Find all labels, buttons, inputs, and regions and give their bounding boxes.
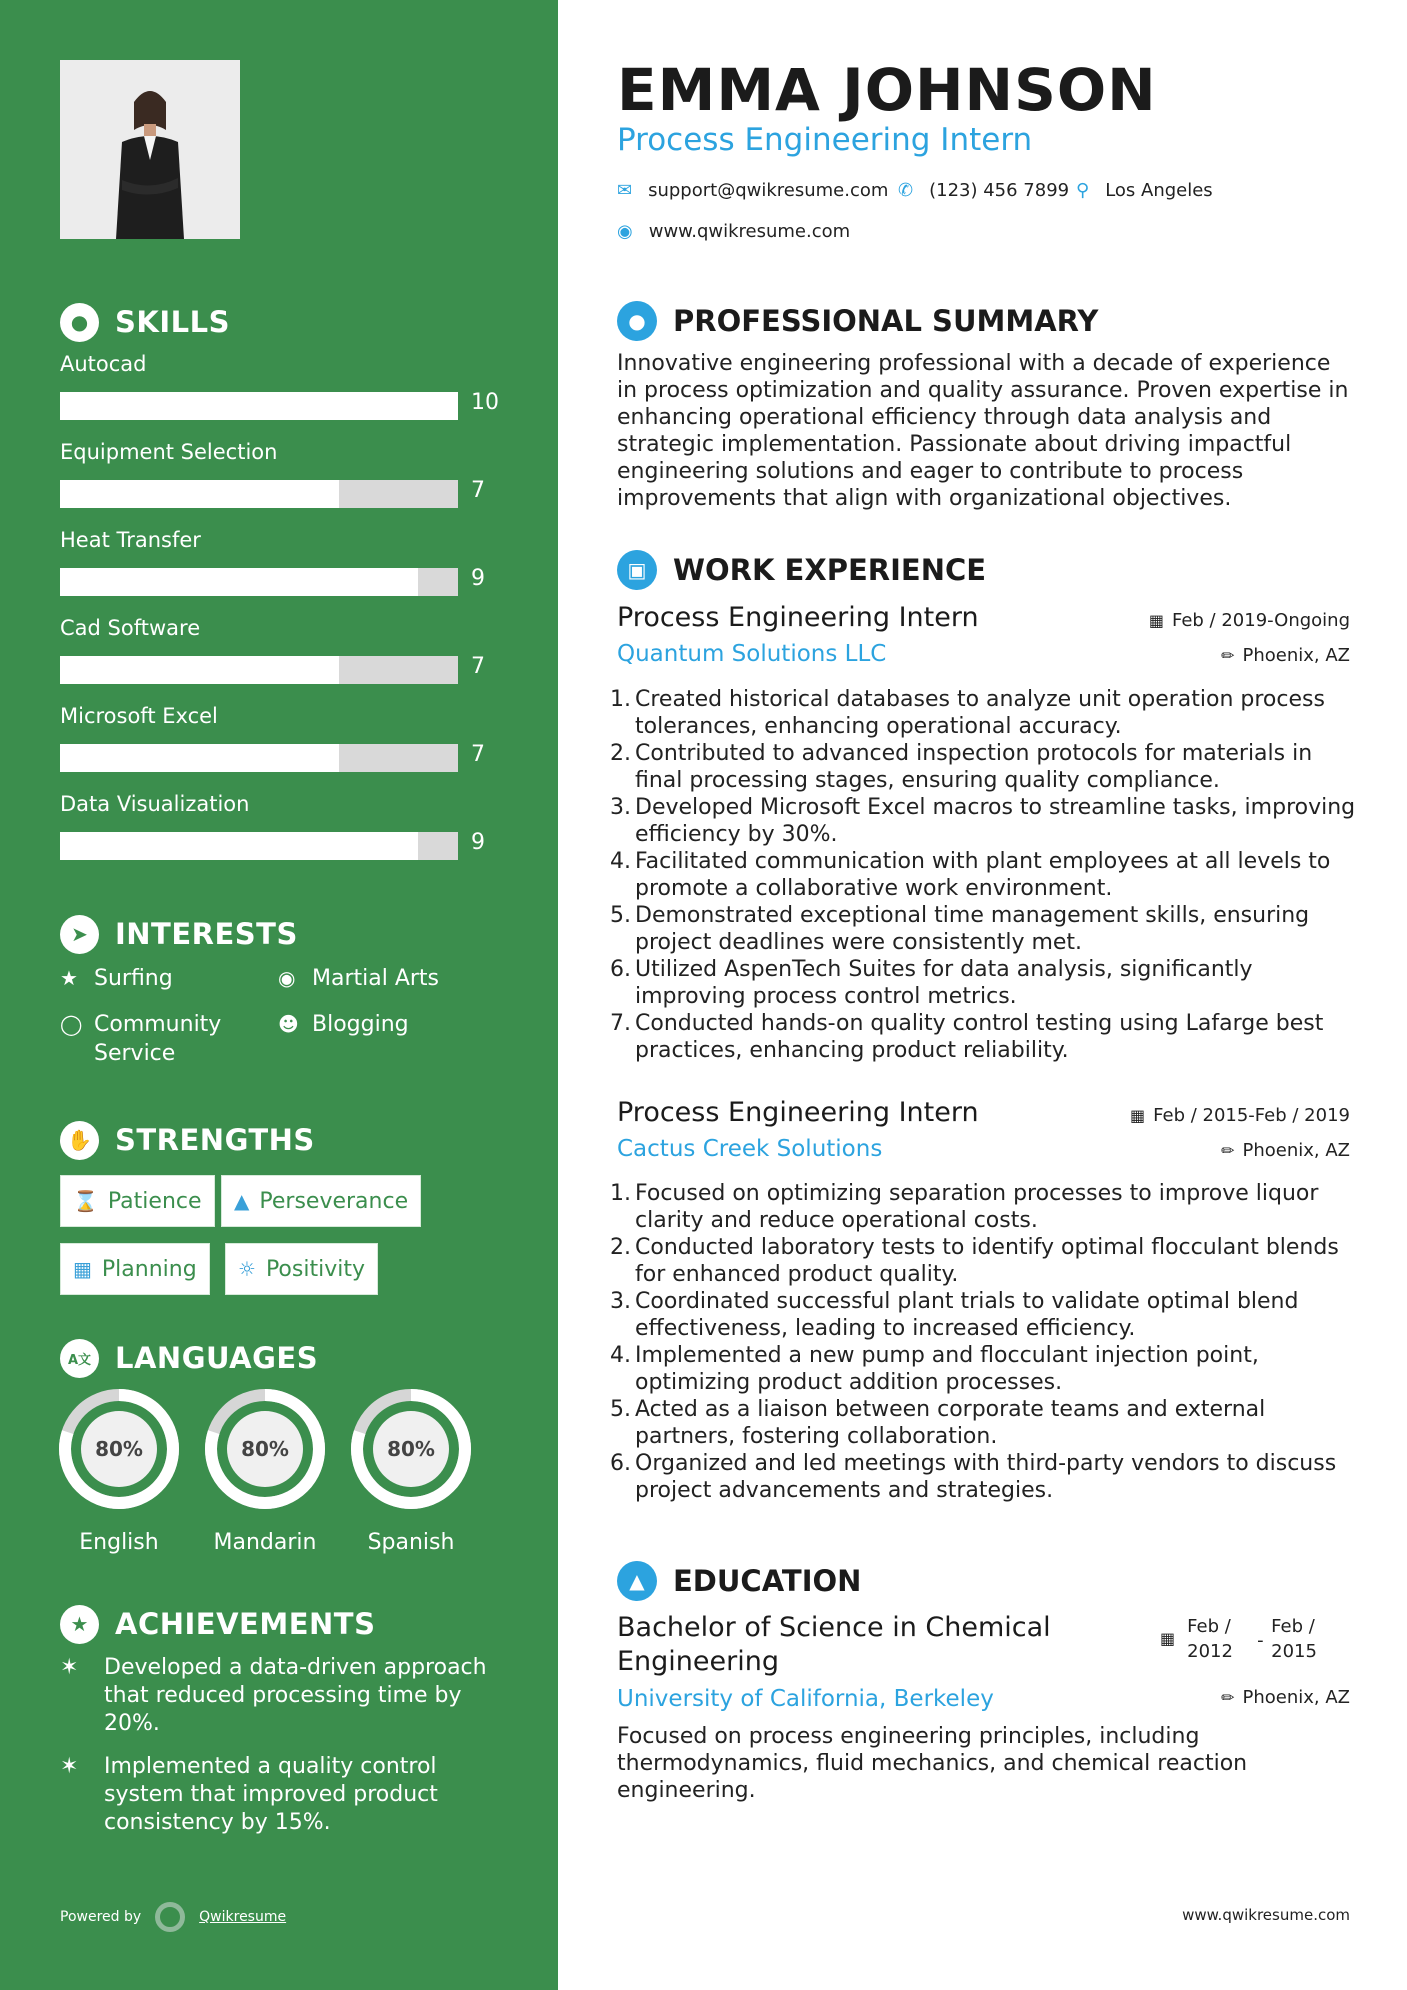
award-icon: ★ <box>60 1605 99 1644</box>
education-end: Feb / 2015 <box>1271 1616 1317 1662</box>
skill-value: 10 <box>471 390 499 415</box>
education-school: University of California, Berkeley <box>617 1686 994 1712</box>
language-percent: 80% <box>387 1437 435 1461</box>
skill-name: Heat Transfer <box>60 528 201 552</box>
strength-tag: ⌛ Patience <box>60 1175 215 1227</box>
map-pin-icon: ⚲ <box>1076 180 1090 201</box>
skill-bar <box>60 744 458 772</box>
skill-item <box>60 616 500 679</box>
contact-phone[interactable]: ✆ (123) 456 7899 <box>898 180 1070 201</box>
job-bullets <box>610 686 1360 1064</box>
bullet-item: Focused on optimizing separation processes to improve liquor clarity and reduce operational costs. <box>635 1181 1319 1233</box>
education-start: Feb / 2012 <box>1187 1616 1233 1662</box>
road-icon: ▲ <box>234 1189 250 1213</box>
language-name: English <box>79 1530 159 1555</box>
pushpin-icon: ✏ <box>1221 1141 1235 1160</box>
graduation-cap-icon: ▲ <box>617 1561 657 1601</box>
bullet-item: Developed Microsoft Excel macros to streamline tasks, improving efficiency by 30%. <box>635 795 1356 847</box>
skill-bar <box>60 480 458 508</box>
bullet-item: Created historical databases to analyze unit operation process tolerances, enhancing operational accuracy. <box>635 687 1325 739</box>
skill-name: Data Visualization <box>60 792 250 816</box>
star-icon: ★ <box>60 966 78 990</box>
skill-bar-fill <box>60 392 458 420</box>
achievements-heading: ★ ACHIEVEMENTS <box>60 1604 375 1644</box>
strength-tag: ▲ Perseverance <box>221 1175 421 1227</box>
skill-bar-fill <box>60 656 339 684</box>
language-item <box>202 1386 328 1555</box>
skill-value: 7 <box>471 742 485 767</box>
skill-name: Microsoft Excel <box>60 704 218 728</box>
interest-item: ◉ Martial Arts <box>278 966 440 991</box>
bullet-item: Conducted laboratory tests to identify optimal flocculant blends for enhanced product quality. <box>635 1235 1339 1287</box>
envelope-icon: ✉ <box>617 180 633 201</box>
skill-bar-fill <box>60 568 418 596</box>
skill-item <box>60 704 500 767</box>
skill-bar <box>60 656 458 684</box>
profile-photo <box>60 60 240 239</box>
sun-icon: ☼ <box>238 1257 256 1281</box>
bullet-item: Organized and led meetings with third-party vendors to discuss project advancements and strategies. <box>635 1451 1337 1503</box>
interests-heading: ➤ INTERESTS <box>60 914 298 954</box>
bullet-item: Contributed to advanced inspection protocols for materials in final processing stages, ensuring quality compliance. <box>635 741 1313 793</box>
bullet-item: Conducted hands-on quality control testing using Lafarge best practices, enhancing product reliability. <box>635 1011 1324 1063</box>
qwikresume-link[interactable]: Qwikresume <box>199 1909 287 1925</box>
handshake-icon: ◯ <box>60 1012 83 1036</box>
language-name: Spanish <box>367 1530 455 1555</box>
skill-value: 7 <box>471 478 485 503</box>
footer-website[interactable]: www.qwikresume.com <box>1182 1906 1350 1924</box>
language-item <box>56 1386 182 1555</box>
hourglass-icon: ⌛ <box>73 1189 98 1213</box>
bullet-item: Implemented a new pump and flocculant injection point, optimizing product addition processes. <box>635 1343 1259 1395</box>
user-icon: ● <box>617 301 657 341</box>
strengths-heading: ✋ STRENGTHS <box>60 1120 315 1160</box>
interest-item: ◯ Community Service <box>60 1012 222 1066</box>
language-item <box>348 1386 474 1555</box>
pushpin-icon: ✏ <box>1221 646 1235 665</box>
summary-text: Innovative engineering professional with a decade of experience in process optimization and quality assurance. Proven expertise in enhancing operational efficiency through data analysis and strategic implementation. Passionate about driving impactful engineering solutions and eager to contribute to process improvements that align with organizational objectives. <box>617 351 1349 511</box>
briefcase-icon: ▣ <box>617 550 657 590</box>
skill-bar <box>60 832 458 860</box>
skills-heading: ● SKILLS <box>60 302 230 342</box>
sidebar <box>0 0 558 1990</box>
candidate-title: Process Engineering Intern <box>617 122 1033 158</box>
interest-item: ☻ Blogging <box>278 1012 409 1037</box>
skill-item <box>60 440 500 503</box>
lightbulb-icon: ● <box>60 303 99 342</box>
job-dates: ▦ Feb / 2019-Ongoing <box>1148 610 1350 631</box>
languages-heading: A文 LANGUAGES <box>60 1338 318 1378</box>
job-dates: ▦ Feb / 2015-Feb / 2019 <box>1130 1105 1350 1126</box>
education-degree: Bachelor of Science in Chemical Engineering <box>617 1612 1051 1677</box>
bullet-item: Acted as a liaison between corporate teams and external partners, fostering collaboration. <box>635 1397 1266 1449</box>
job-location: ✏ Phoenix, AZ <box>1221 645 1350 666</box>
language-icon: A文 <box>60 1339 99 1378</box>
star-burst-icon: ✶ <box>60 1655 79 1680</box>
skill-bar <box>60 392 458 420</box>
users-icon: ☻ <box>278 1012 299 1036</box>
language-ring <box>202 1386 328 1512</box>
contact-email[interactable]: ✉ support@qwikresume.com <box>617 180 889 201</box>
globe-icon: ◉ <box>617 221 633 242</box>
job-bullets <box>610 1180 1360 1504</box>
education-dates <box>1160 1614 1341 1664</box>
experience-heading: ▣ WORK EXPERIENCE <box>617 549 986 591</box>
skill-item <box>60 352 500 415</box>
calendar-icon: ▦ <box>1130 1106 1146 1125</box>
education-description: Focused on process engineering principles, including thermodynamics, fluid mechanics, and chemical reaction engineering. <box>617 1724 1248 1803</box>
skill-value: 9 <box>471 566 485 591</box>
skill-bar-fill <box>60 832 418 860</box>
job-company: Quantum Solutions LLC <box>617 641 887 667</box>
job-title: Process Engineering Intern <box>617 1097 979 1128</box>
skill-name: Cad Software <box>60 616 201 640</box>
education-heading: ▲ EDUCATION <box>617 1560 861 1602</box>
job-title: Process Engineering Intern <box>617 602 979 633</box>
language-percent: 80% <box>95 1437 143 1461</box>
person-silhouette-icon <box>60 60 240 239</box>
achievement-item: ✶ Implemented a quality control system that improved product consistency by 15%. <box>60 1754 438 1835</box>
globe-icon: ◉ <box>278 966 296 990</box>
candidate-name: EMMA JOHNSON <box>617 56 1157 124</box>
date-separator: - <box>1257 1630 1264 1651</box>
job-location: ✏ Phoenix, AZ <box>1221 1140 1350 1161</box>
skill-name: Equipment Selection <box>60 440 278 464</box>
skill-name: Autocad <box>60 352 147 376</box>
bullet-item: Coordinated successful plant trials to validate optimal blend effectiveness, leading to increased efficiency. <box>635 1289 1299 1341</box>
strength-tag: ▦ Planning <box>60 1243 210 1295</box>
calendar-icon: ▦ <box>1160 1629 1176 1648</box>
interest-item: ★ Surfing <box>60 966 173 991</box>
language-percent: 80% <box>241 1437 289 1461</box>
bullet-item: Utilized AspenTech Suites for data analysis, significantly improving process control metrics. <box>635 957 1253 1009</box>
star-burst-icon: ✶ <box>60 1754 79 1779</box>
calendar-icon: ▦ <box>73 1257 92 1281</box>
bullet-item: Facilitated communication with plant employees at all levels to promote a collaborative work environment. <box>635 849 1331 901</box>
pushpin-icon: ✏ <box>1221 1688 1235 1707</box>
summary-heading: ● PROFESSIONAL SUMMARY <box>617 300 1098 342</box>
skill-item <box>60 792 500 855</box>
skill-item <box>60 528 500 591</box>
fist-icon: ✋ <box>60 1121 99 1160</box>
education-location: ✏ Phoenix, AZ <box>1221 1687 1350 1708</box>
bullet-item: Demonstrated exceptional time management skills, ensuring project deadlines were consistently met. <box>635 903 1310 955</box>
calendar-icon: ▦ <box>1148 611 1164 630</box>
skill-bar-fill <box>60 480 339 508</box>
language-name: Mandarin <box>213 1530 317 1555</box>
language-ring <box>348 1386 474 1512</box>
skill-value: 9 <box>471 830 485 855</box>
strength-tag: ☼ Positivity <box>225 1243 378 1295</box>
contact-website[interactable]: ◉ www.qwikresume.com <box>617 221 851 242</box>
job-company: Cactus Creek Solutions <box>617 1136 883 1162</box>
qwikresume-logo-icon <box>155 1902 185 1932</box>
achievement-item: ✶ Developed a data-driven approach that reduced processing time by 20%. <box>60 1655 487 1736</box>
skill-bar-fill <box>60 744 339 772</box>
paper-plane-icon: ➤ <box>60 915 99 954</box>
powered-by: Powered by Qwikresume <box>60 1902 286 1932</box>
language-ring <box>56 1386 182 1512</box>
skill-bar <box>60 568 458 596</box>
contact-location: ⚲ Los Angeles <box>1076 180 1213 201</box>
skill-value: 7 <box>471 654 485 679</box>
phone-icon: ✆ <box>898 180 914 201</box>
